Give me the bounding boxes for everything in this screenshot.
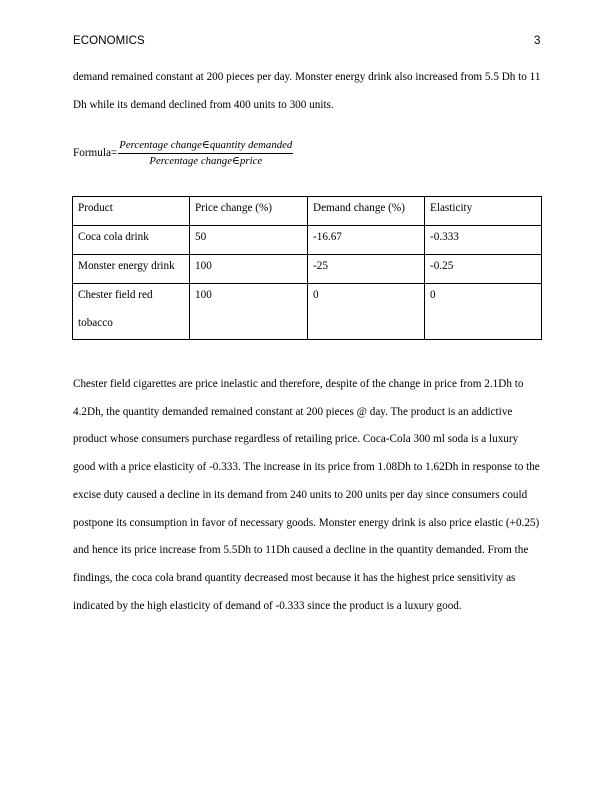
- elasticity-formula: [73, 138, 293, 168]
- formula-denominator: Percentage change∈price: [149, 155, 263, 167]
- table-cell-elasticity: -0.25: [425, 255, 542, 284]
- table-cell-price-change: 50: [190, 226, 308, 255]
- table-cell-product: Coca cola drink: [73, 226, 190, 255]
- table-cell-demand-change: -16.67: [308, 226, 425, 255]
- table-cell-elasticity: -0.333: [425, 226, 542, 255]
- table-cell-product: Monster energy drink: [73, 255, 190, 284]
- table-cell-demand-change: 0: [308, 284, 425, 340]
- page-number: 3: [534, 35, 541, 47]
- formula-numerator: Percentage change∈quantity demanded: [118, 138, 293, 154]
- table-header-row: [73, 197, 542, 226]
- table-cell-price-change: 100: [190, 284, 308, 340]
- table-row: [73, 226, 542, 255]
- intro-paragraph: demand remained constant at 200 pieces per day. Monster energy drink also increased from 5.5 Dh to 11 Dh while its demand declined from 400 units to 300 units.: [73, 71, 541, 111]
- table-cell-price-change: 100: [190, 255, 308, 284]
- table-header-cell: Demand change (%): [308, 197, 425, 226]
- conclusion-paragraph: Chester field cigarettes are price inelastic and therefore, despite of the change in price from 2.1Dh to 4.2Dh, the quantity demanded remained constant at 200 pieces @ day. The product is an addictive product whose consumers purchase regardless of retailing price. Coca-Cola 300 ml soda is a luxury good with a price elasticity of -0.333. The increase in its price from 1.08Dh to 1.62Dh in response to the excise duty caused a decline in its demand from 240 units to 200 units per day since consumers could postpone its consumption in favor of necessary goods. Monster energy drink is also price elastic (+0.25) and hence its price increase from 5.5Dh to 11Dh caused a decline in the quantity demanded. From the findings, the coca cola brand quantity decreased most because it has the highest price sensitivity as indicated by the high elasticity of demand of -0.333 since the product is a luxury good.: [73, 378, 540, 612]
- formula-fraction: [118, 138, 293, 168]
- table-cell-elasticity: 0: [425, 284, 542, 340]
- table-row: [73, 284, 542, 340]
- table-cell-demand-change: -25: [308, 255, 425, 284]
- running-header: ECONOMICS: [73, 35, 145, 47]
- elasticity-table: [72, 196, 542, 340]
- formula-label: Formula=: [73, 147, 118, 159]
- table-cell-product: Chester field red tobacco: [73, 284, 190, 340]
- table-header-cell: Elasticity: [425, 197, 542, 226]
- table-header-cell: Product: [73, 197, 190, 226]
- table-row: [73, 255, 542, 284]
- table-header-cell: Price change (%): [190, 197, 308, 226]
